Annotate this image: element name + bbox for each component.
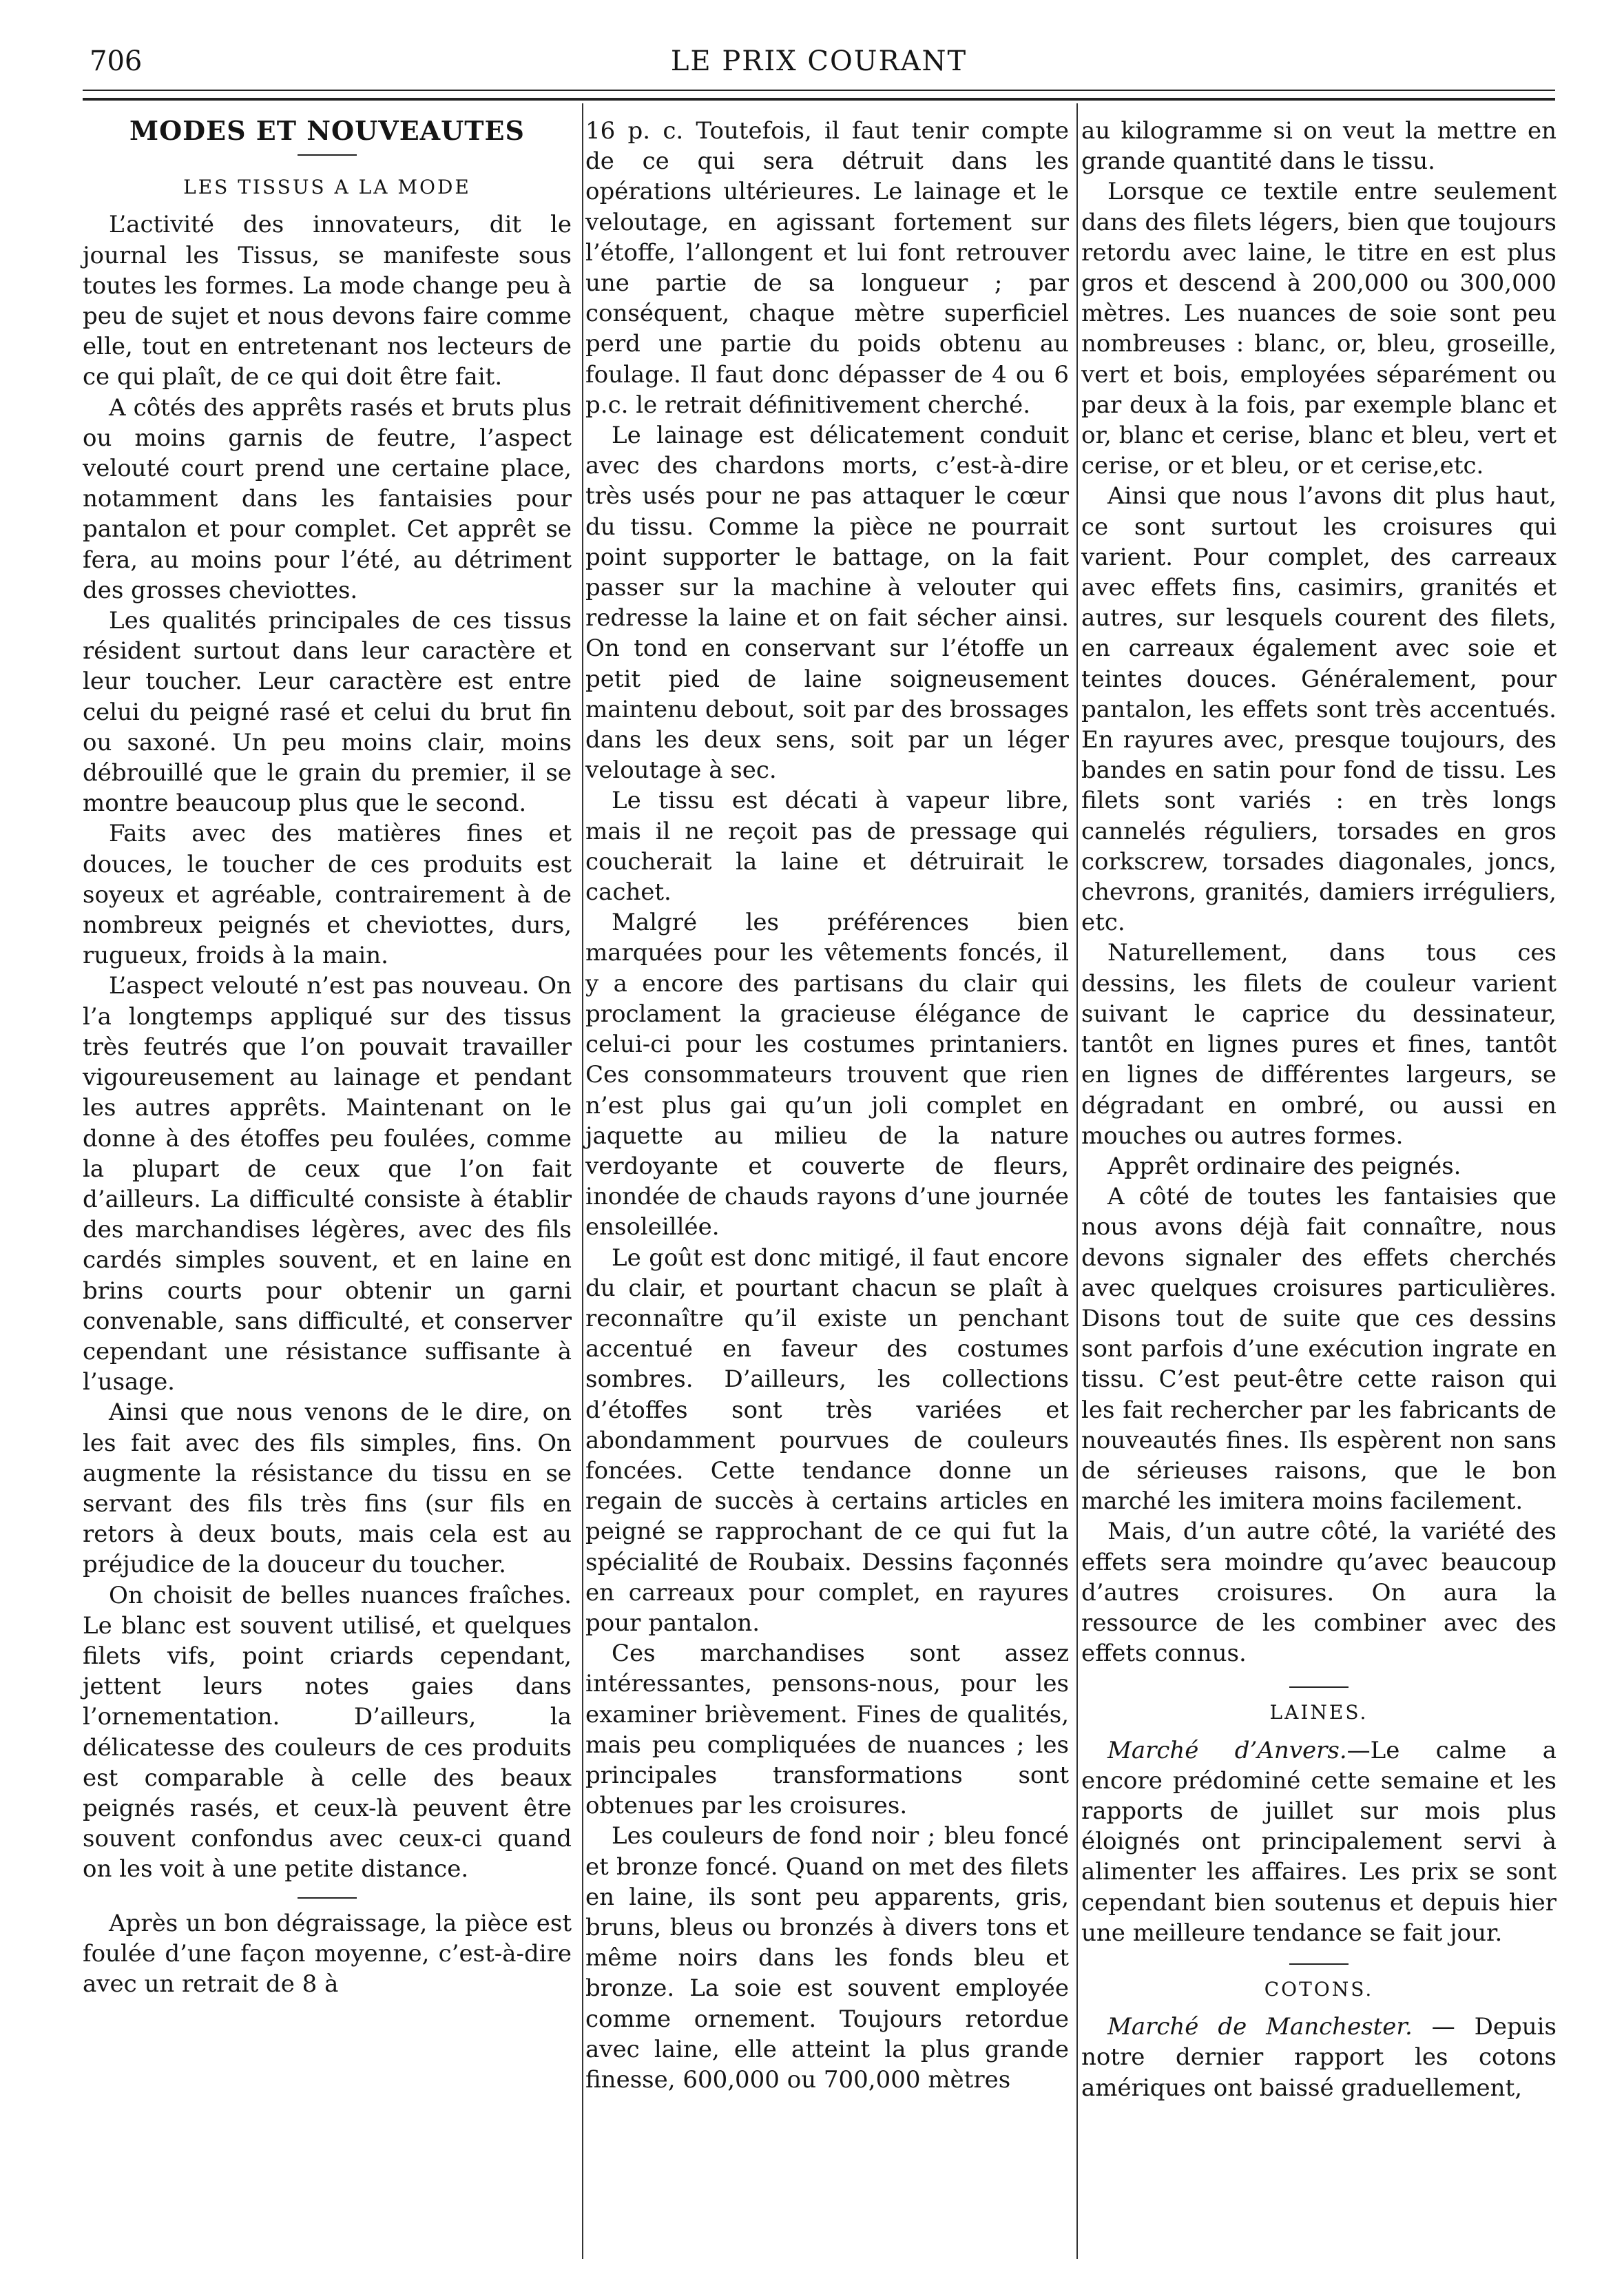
section-title: MODES ET NOUVEAUTES xyxy=(129,115,525,146)
paragraph: Ainsi que nous venons de le dire, on les fait avec des fils simples, fins. On augmente la résistance du tissu en se servant des fils très fins (sur fils en retors à deux bouts, mais cela est au préjudice de la douceur du toucher. xyxy=(83,1398,572,1579)
paragraph: L’aspect velouté n’est pas nouveau. On l’a longtemps appliqué sur des tissus très feutrés que l’on pouvait travailler vigoureusement au lainage et pendant les autres apprêts. Maintenant on le donne à des étoffes peu foulées, comme la plupart de ceux que l’on fait d’ailleurs. La difficulté consiste à établir des marchandises légères, avec des fils cardés simples souvent, et en laine en brins courts pour obtenir un garni convenable, sans difficulté, et conserver cependant une résistance suffisante à l’usage. xyxy=(83,972,572,1396)
paragraph: au kilogramme si on veut la mettre en grande quantité dans le tissu. xyxy=(1081,117,1557,176)
title-rule xyxy=(298,154,357,156)
column-2 xyxy=(585,116,1069,2095)
paragraph: Faits avec des matières fines et douces, le toucher de ces produits est soyeux et agréable, contrairement à de nombreux peignés et cheviottes, durs, rugueux, froids à la main. xyxy=(83,820,572,970)
separator-rule xyxy=(298,1897,357,1899)
page-header xyxy=(83,45,1555,87)
paragraph-laines xyxy=(1081,1735,1557,1948)
paragraph: Malgré les préférences bien marquées pour les vêtements foncés, il y a encore des partisans du clair qui proclament la gracieuse élégance de celui-ci pour les costumes printaniers. Ces consommateurs trouvent que rien n’est plus gai qu’un joli complet en jaquette au milieu de la nature verdoyante et couverte de fleurs, inondée de chauds rayons d’une journée ensoleillée. xyxy=(585,909,1069,1241)
paragraph: 16 p. c. Toutefois, il faut tenir compte de ce qui sera détruit dans les opérations ultérieures. Le lainage et le veloutage, en agissant fortement sur l’étoffe, l’allongent et lui font retrouver une partie de sa longueur ; par conséquent, chaque mètre superficiel perd une partie du poids obtenu au foulage. Il faut donc dépasser de 4 ou 6 p.c. le retrait définitivement cherché. xyxy=(585,117,1069,419)
market-report: —Le calme a encore prédominé cette semaine et les rapports de juillet sur mois plus éloignés ont principalement servi à alimenter les affaires. Les prix se sont cependant bien soutenus et depuis hier une meilleure tendance se fait jour. xyxy=(1081,1736,1557,1947)
paragraph: Naturellement, dans tous ces dessins, les filets de couleur varient suivant le caprice du dessinateur, tantôt en lignes pures et fines, tantôt en lignes de différentes largeurs, se dégradant en ombré, ou aussi en mouches ou autres formes. xyxy=(1081,939,1557,1150)
header-rule xyxy=(83,90,1555,91)
paragraph: Le tissu est décati à vapeur libre, mais il ne reçoit pas de pressage qui coucherait la laine et détruirait le cachet. xyxy=(585,787,1069,907)
header-rule-thick xyxy=(83,98,1555,101)
paragraph: A côtés des apprêts rasés et bruts plus ou moins garnis de feutre, l’aspect velouté court prend une certaine place, notamment dans les fantaisies pour pantalon et pour complet. Cet apprêt se fera, au moins pour l’été, au détriment des grosses cheviottes. xyxy=(83,393,572,604)
market-name: Marché d’Anvers. xyxy=(1107,1736,1347,1764)
running-title: LE PRIX COURANT xyxy=(670,45,968,77)
section-head-laines: LAINES. xyxy=(1269,1701,1368,1724)
paragraph: Les couleurs de fond noir ; bleu foncé et bronze foncé. Quand on met des filets en laine, ils sont peu apparents, gris, bruns, bleus ou bronzés à divers tons et même noirs dans les fonds bleu et bronze. La soie est souvent employée comme ornement. Toujours retordue avec laine, elle atteint la plus grande finesse, 600,000 ou 700,000 mètres xyxy=(585,1822,1069,2094)
market-name: Marché de Manchester. xyxy=(1107,2013,1413,2041)
paragraph: Après un bon dégraissage, la pièce est foulée d’une façon moyenne, c’est-à-dire avec un retrait de 8 à xyxy=(83,1909,572,1998)
paragraph: Ces marchandises sont assez intéressantes, pensons-nous, pour les examiner brièvement. Fines de qualités, mais peu compliquées de nuances ; les principales transformations sont obtenues par les croisures. xyxy=(585,1640,1069,1820)
paragraph: L’activité des innovateurs, dit le journal les Tissus, se manifeste sous toutes les formes. La mode change peu à peu de sujet et nous devons faire comme elle, tout en entretenant nos lecteurs de ce qui plaît, de ce qui doit être fait. xyxy=(83,211,572,391)
section-head-cotons: COTONS. xyxy=(1264,1977,1374,2001)
paragraph: Apprêt ordinaire des peignés. xyxy=(1107,1152,1461,1180)
paragraph-cotons xyxy=(1081,2012,1557,2103)
column-divider xyxy=(582,103,583,2259)
paragraph: Mais, d’un autre côté, la variété des effets sera moindre qu’avec beaucoup d’autres croisures. On aura la ressource de les combiner avec des effets connus. xyxy=(1081,1518,1557,1668)
separator-rule xyxy=(1289,1686,1349,1688)
separator-rule xyxy=(1289,1963,1349,1965)
column-3 xyxy=(1081,116,1557,2103)
paragraph: Le lainage est délicatement conduit avec des chardons morts, c’est-à-dire très usés pour ne pas attaquer le cœur du tissu. Comme la pièce ne pourrait point supporter le battage, on la fait passer sur la machine à velouter qui redresse la laine et on fait sécher ainsi. On tond en conservant sur l’étoffe un petit pied de laine soigneusement maintenu debout, soit par des brossages dans les deux sens, soit par un léger veloutage à sec. xyxy=(585,422,1069,785)
paragraph: Les qualités principales de ces tissus résident surtout dans leur caractère et leur toucher. Leur caractère est entre celui du peigné rasé et celui du brut fin ou saxoné. Un peu moins clair, moins débrouillé que le grain du premier, il se montre beaucoup plus que le second. xyxy=(83,607,572,818)
column-1 xyxy=(83,116,572,1999)
paragraph: On choisit de belles nuances fraîches. Le blanc est souvent utilisé, et quelques filets vifs, point criards cependant, jettent leurs notes gaies dans l’ornementation. D’ailleurs, la délicatesse des couleurs de ces produits est comparable à celle des beaux peignés rasés, et ceux-là peuvent être souvent confondus avec ceux-ci quand on les voit à une petite distance. xyxy=(83,1581,572,1883)
column-divider xyxy=(1076,103,1078,2259)
paragraph: A côté de toutes les fantaisies que nous avons déjà fait connaître, nous devons signaler des effets cherchés avec quelques croisures particulières. Disons tout de suite que ces dessins sont parfois d’une exécution ingrate en tissu. C’est peut-être cette raison qui les fait rechercher par les fabricants de nouveautés fines. Ils espèrent non sans de sérieuses raisons, que le bon marché les imitera moins facilement. xyxy=(1081,1183,1557,1516)
market-report: — Depuis notre dernier rapport les cotons amériques ont baissé graduellement, xyxy=(1081,2013,1557,2102)
page-number: 706 xyxy=(90,45,143,77)
paragraph: Lorsque ce textile entre seulement dans des filets légers, bien que toujours retordu avec laine, le titre en est plus gros et descend à 200,000 ou 300,000 mètres. Les nuances de soie sont peu nombreuses : blanc, or, bleu, groseille, vert et bois, employées séparément ou par deux à la fois, par exemple blanc et or, blanc et cerise, blanc et bleu, vert et cerise, or et bleu, or et cerise,etc. xyxy=(1081,178,1557,480)
paragraph: Le goût est donc mitigé, il faut encore du clair, et pourtant chacun se plaît à reconnaître qu’il existe un penchant accentué en faveur des costumes sombres. D’ailleurs, les collections d’étoffes sont très variées et abondamment pourvues de couleurs foncées. Cette tendance donne un regain de succès à certains articles en peigné se rapprochant de ce qui fut la spécialité de Roubaix. Dessins façonnés en carreaux pour complet, en rayures pour pantalon. xyxy=(585,1243,1069,1637)
paragraph: Ainsi que nous l’avons dit plus haut, ce sont surtout les croisures qui varient. Pour complet, des carreaux avec effets fins, casimirs, granités et autres, sur lesquels courent des filets, en carreaux également avec soie et teintes douces. Généralement, pour pantalon, les effets sont très accentués. En rayures avec, presque toujours, des bandes en satin pour fond de tissu. Les filets sont variés : en très longs cannelés réguliers, torsades en gros corkscrew, torsades diagonales, joncs, chevrons, granités, damiers irréguliers, etc. xyxy=(1081,482,1557,937)
article-subtitle: LES TISSUS A LA MODE xyxy=(183,176,471,199)
